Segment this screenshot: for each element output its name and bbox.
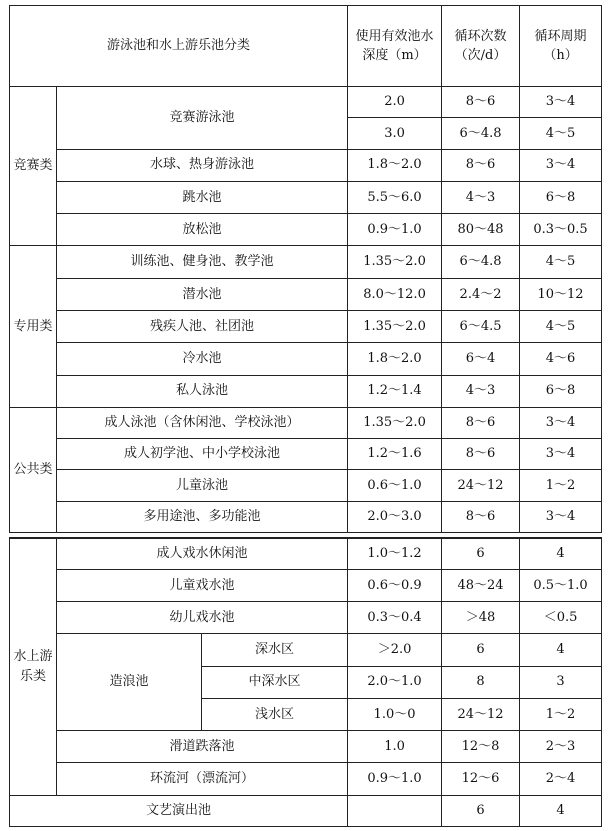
pool-name: 冷水池: [57, 343, 348, 375]
period-cell: 3～4: [520, 501, 602, 532]
depth-cell: 0.6～1.0: [348, 470, 442, 501]
depth-cell: 1.35～2.0: [348, 407, 442, 438]
table-row: [10, 763, 602, 795]
pool-name: 成人初学池、中小学校泳池: [57, 439, 348, 470]
group-label: 公共类: [10, 407, 57, 532]
period-cell: 4～5: [520, 310, 602, 342]
cycles-cell: 24～12: [442, 698, 520, 730]
depth-cell: ＞2.0: [348, 634, 442, 666]
cycles-cell: 8～6: [442, 407, 520, 438]
pool-name: 儿童泳池: [57, 470, 348, 501]
pool-subzone: 深水区: [202, 634, 348, 666]
period-cell: 3～4: [520, 87, 602, 118]
cycles-cell: 4～3: [442, 181, 520, 213]
depth-cell: 2.0～3.0: [348, 501, 442, 532]
cycles-cell: 2.4～2: [442, 278, 520, 310]
depth-cell: 0.9～1.0: [348, 763, 442, 795]
period-cell: 1～2: [520, 470, 602, 501]
table-row: [10, 470, 602, 501]
period-cell: 4: [520, 538, 602, 569]
depth-cell: 2.0～1.0: [348, 666, 442, 698]
depth-cell: 5.5～6.0: [348, 181, 442, 213]
table-row: [10, 501, 602, 532]
period-cell: 3: [520, 666, 602, 698]
table-row: [10, 375, 602, 407]
cycles-cell: 6～4.8: [442, 118, 520, 149]
table-row: [10, 214, 602, 246]
period-cell: 4～5: [520, 118, 602, 149]
depth-cell: 2.0: [348, 87, 442, 118]
period-cell: 3～4: [520, 439, 602, 470]
depth-cell: [348, 795, 442, 826]
table-row: [10, 569, 602, 601]
pool-name: 多用途池、多功能池: [57, 501, 348, 532]
table-row: [10, 310, 602, 342]
table-row: [10, 439, 602, 470]
period-cell: 6～8: [520, 181, 602, 213]
header-cycles: 循环次数（次/d）: [442, 6, 520, 87]
cycles-cell: 12～6: [442, 763, 520, 795]
pool-subzone: 中深水区: [202, 666, 348, 698]
group-label: 水上游乐类: [10, 538, 57, 795]
group-label: 专用类: [10, 246, 57, 407]
pool-name: 放松池: [57, 214, 348, 246]
cycles-cell: 6～4: [442, 343, 520, 375]
table-row: [10, 601, 602, 633]
cycles-cell: 6～4.8: [442, 246, 520, 278]
pool-name: 造浪池: [57, 634, 202, 731]
table-row: [10, 634, 602, 666]
pool-name: 潜水池: [57, 278, 348, 310]
depth-cell: 1.0～0: [348, 698, 442, 730]
cycles-cell: 8: [442, 666, 520, 698]
pool-name: 幼儿戏水池: [57, 601, 348, 633]
cycles-cell: 8～6: [442, 439, 520, 470]
pool-name: 儿童戏水池: [57, 569, 348, 601]
pool-name: 竞赛游泳池: [57, 87, 348, 150]
depth-cell: 3.0: [348, 118, 442, 149]
depth-cell: 1.2～1.4: [348, 375, 442, 407]
pool-name: 滑道跌落池: [57, 731, 348, 763]
table-row: [10, 343, 602, 375]
cycles-cell: 6: [442, 795, 520, 826]
header-period: 循环周期（h）: [520, 6, 602, 87]
period-cell: ＜0.5: [520, 601, 602, 633]
cycles-cell: 80～48: [442, 214, 520, 246]
pool-name: 水球、热身游泳池: [57, 149, 348, 181]
period-cell: 3～4: [520, 149, 602, 181]
period-cell: 4～6: [520, 343, 602, 375]
pool-subzone: 浅水区: [202, 698, 348, 730]
table-row: [10, 87, 602, 118]
cycles-cell: ＞48: [442, 601, 520, 633]
period-cell: 2～4: [520, 763, 602, 795]
depth-cell: 0.3～0.4: [348, 601, 442, 633]
pool-name: 文艺演出池: [10, 795, 348, 826]
cycles-cell: 24～12: [442, 470, 520, 501]
cycles-cell: 48～24: [442, 569, 520, 601]
period-cell: 1～2: [520, 698, 602, 730]
cycles-cell: 8～6: [442, 87, 520, 118]
depth-cell: 1.8～2.0: [348, 343, 442, 375]
cycles-cell: 6: [442, 538, 520, 569]
cycles-cell: 4～3: [442, 375, 520, 407]
cycles-cell: 8～6: [442, 501, 520, 532]
depth-cell: 1.0～1.2: [348, 538, 442, 569]
period-cell: 2～3: [520, 731, 602, 763]
pool-name: 成人泳池（含休闲池、学校泳池）: [57, 407, 348, 438]
header-depth: 使用有效池水深度（m）: [348, 6, 442, 87]
table-row: [10, 149, 602, 181]
period-cell: 3～4: [520, 407, 602, 438]
table-row: [10, 795, 602, 826]
table-row: [10, 278, 602, 310]
period-cell: 0.5～1.0: [520, 569, 602, 601]
pool-name: 私人泳池: [57, 375, 348, 407]
depth-cell: 0.9～1.0: [348, 214, 442, 246]
table-row: [10, 246, 602, 278]
period-cell: 10～12: [520, 278, 602, 310]
depth-cell: 1.35～2.0: [348, 246, 442, 278]
table-row: [10, 407, 602, 438]
pool-classification-table: [9, 5, 602, 827]
pool-name: 跳水池: [57, 181, 348, 213]
table-row: [10, 731, 602, 763]
cycles-cell: 6～4.5: [442, 310, 520, 342]
pool-name: 残疾人池、社团池: [57, 310, 348, 342]
depth-cell: 8.0～12.0: [348, 278, 442, 310]
table-row: [10, 181, 602, 213]
period-cell: 6～8: [520, 375, 602, 407]
pool-name: 训练池、健身池、教学池: [57, 246, 348, 278]
table-row: [10, 538, 602, 569]
group-label: 竞赛类: [10, 87, 57, 246]
depth-cell: 1.8～2.0: [348, 149, 442, 181]
depth-cell: 1.35～2.0: [348, 310, 442, 342]
header-category: 游泳池和水上游乐池分类: [10, 6, 348, 87]
period-cell: 4～5: [520, 246, 602, 278]
cycles-cell: 8～6: [442, 149, 520, 181]
cycles-cell: 6: [442, 634, 520, 666]
depth-cell: 0.6～0.9: [348, 569, 442, 601]
period-cell: 4: [520, 795, 602, 826]
period-cell: 0.3～0.5: [520, 214, 602, 246]
period-cell: 4: [520, 634, 602, 666]
depth-cell: 1.2～1.6: [348, 439, 442, 470]
cycles-cell: 12～8: [442, 731, 520, 763]
depth-cell: 1.0: [348, 731, 442, 763]
pool-name: 成人戏水休闲池: [57, 538, 348, 569]
pool-name: 环流河（漂流河）: [57, 763, 348, 795]
